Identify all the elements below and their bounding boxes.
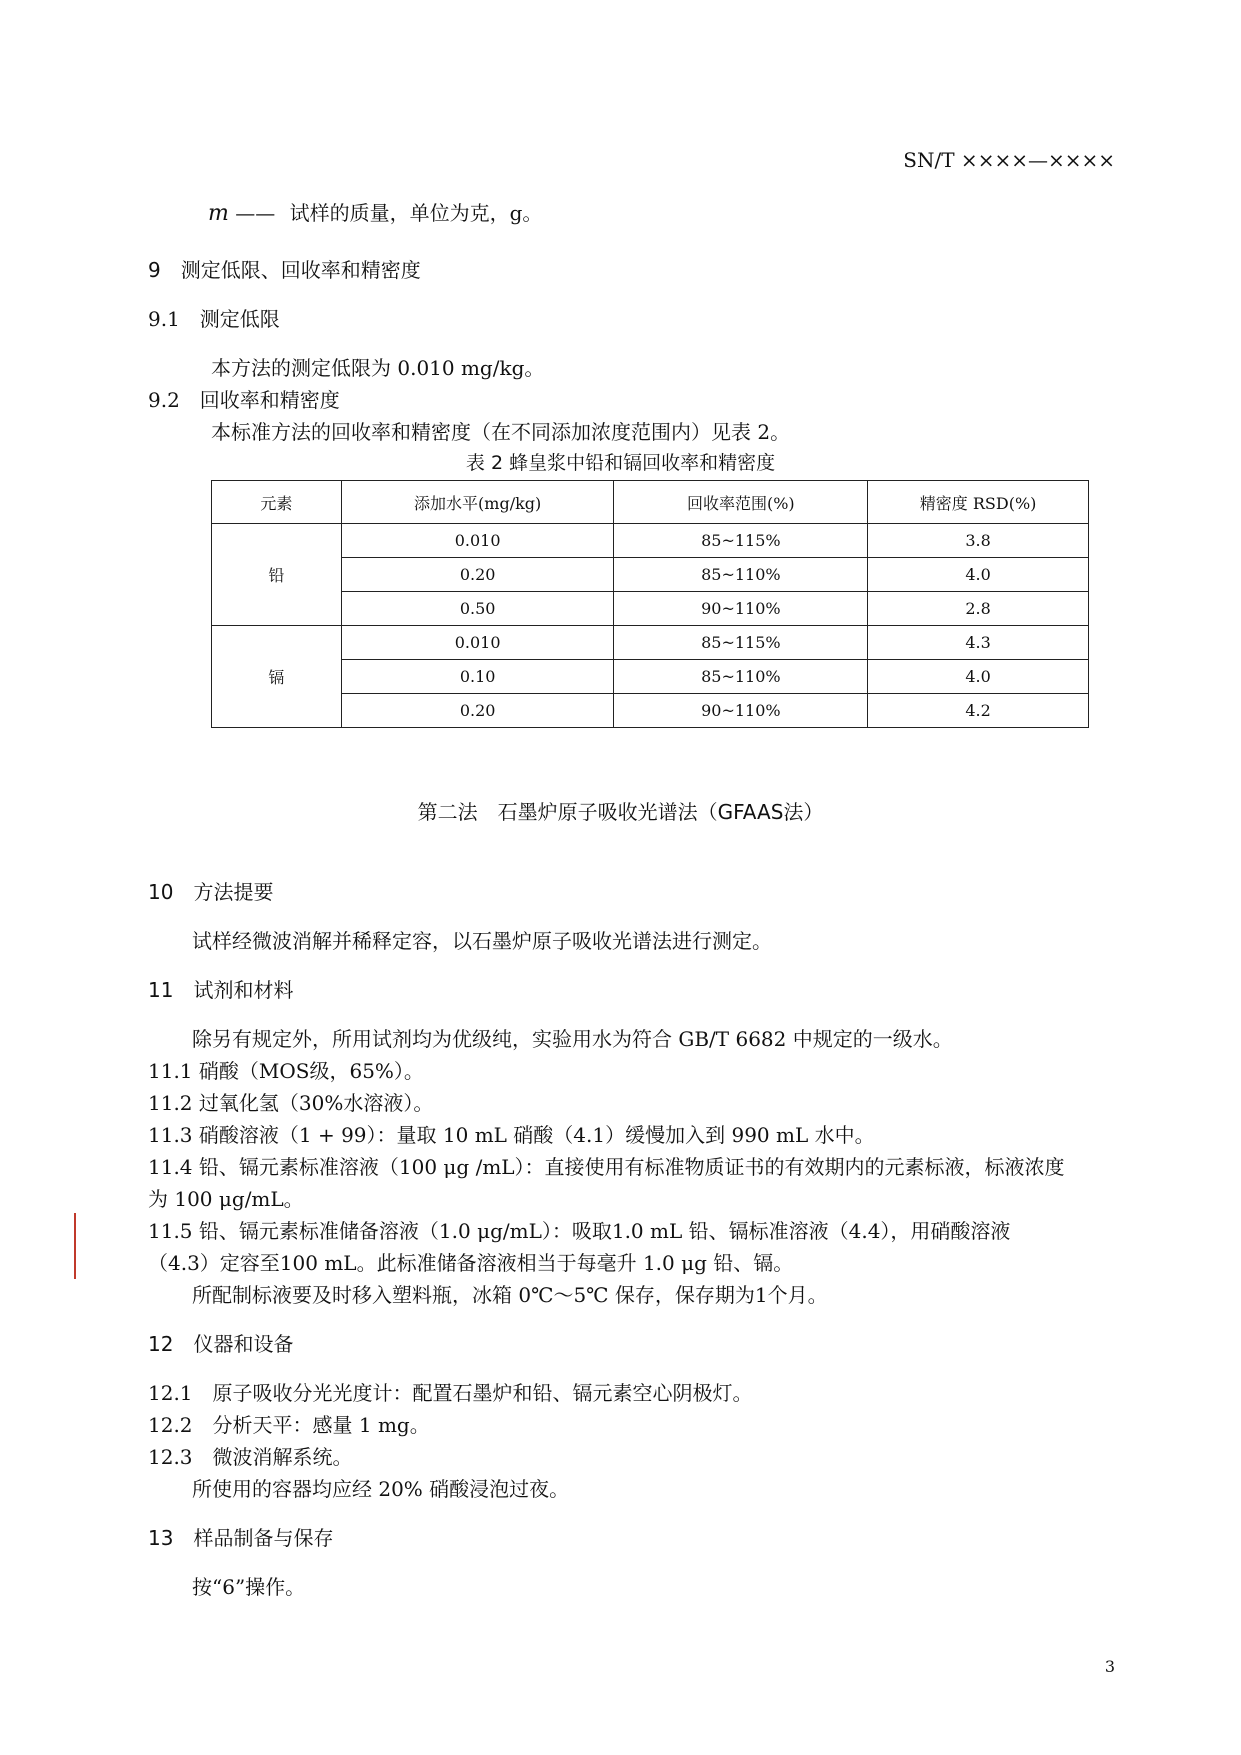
item-11-4-line2: 为 100 μg/mL。: [148, 1187, 304, 1211]
table-caption: 表 2 蜂皇浆中铅和镉回收率和精密度: [465, 452, 776, 474]
section-10-title: 10 方法提要: [148, 880, 274, 904]
section-9-1-text: 本方法的测定低限为 0.010 mg/kg。: [211, 356, 545, 380]
item-11-5-line2-part1: （4.3）定容至100 mL。此标准储备溶液相当于每毫升 1: [148, 1251, 656, 1275]
table-row: [212, 660, 1089, 694]
header-spike-level: 添加水平(mg/kg): [341, 481, 614, 524]
table-header-row: [212, 481, 1089, 524]
section-9-2-text: 本标准方法的回收率和精密度（在不同添加浓度范围内）见表 2。: [211, 420, 791, 444]
table-cell: 4.3: [868, 626, 1089, 660]
table-cell: 85~115%: [614, 626, 868, 660]
header-precision-rsd: 精密度 RSD(%): [868, 481, 1089, 524]
table-cell: 2.8: [868, 592, 1089, 626]
table-cell: 85~110%: [614, 558, 868, 592]
page-number: 3: [1104, 1657, 1115, 1676]
section-12-note: 所使用的容器均应经 20% 硝酸浸泡过夜。: [192, 1477, 570, 1501]
item-12-1: 12.1 原子吸收分光光度计：配置石墨炉和铅、镉元素空心阴极灯。: [148, 1381, 753, 1405]
item-12-2: 12.2 分析天平：感量 1 mg。: [148, 1413, 430, 1437]
table-cell: 0.50: [341, 592, 614, 626]
table-cell: 0.010: [341, 626, 614, 660]
table-cell: 0.10: [341, 660, 614, 694]
header-recovery-range: 回收率范围(%): [614, 481, 868, 524]
table-row: [212, 558, 1089, 592]
table-cell: 90~110%: [614, 694, 868, 728]
table-row: [212, 592, 1089, 626]
table-row: [212, 524, 1089, 558]
item-12-3: 12.3 微波消解系统。: [148, 1445, 353, 1469]
section-9-title: 9 测定低限、回收率和精密度: [148, 258, 421, 282]
table-row: [212, 694, 1089, 728]
table-cell: 85~115%: [614, 524, 868, 558]
section-13-title: 13 样品制备与保存: [148, 1526, 334, 1550]
variable-definition: [208, 197, 542, 226]
method-2-title: 第二法 石墨炉原子吸收光谱法（GFAAS法）: [417, 800, 824, 824]
section-10-text: 试样经微波消解并稀释定容，以石墨炉原子吸收光谱法进行测定。: [192, 929, 772, 953]
table-cell: 4.0: [868, 558, 1089, 592]
variable-dash: ——: [235, 201, 276, 225]
item-11-5-line2-part2: .0 μg 铅、镉。: [655, 1251, 794, 1275]
section-9-1-title: 9.1 测定低限: [148, 307, 280, 331]
table-cell: 90~110%: [614, 592, 868, 626]
variable-text: 试样的质量，单位为克，g。: [289, 201, 543, 225]
item-11-5-line1-part2: .0 μg/mL）：吸取1: [451, 1219, 625, 1243]
item-11-5-note: 所配制标液要及时移入塑料瓶，冰箱 0℃～5℃ 保存，保存期为1个月。: [192, 1283, 828, 1307]
item-11-1: 11.1 硝酸（MOS级，65%）。: [148, 1059, 424, 1083]
table-cell: 3.8: [868, 524, 1089, 558]
standard-code-header: SN/T ××××—××××: [903, 148, 1115, 172]
table-cell: 4.2: [868, 694, 1089, 728]
item-11-5-line2: [148, 1247, 793, 1276]
table-cell: 0.20: [341, 694, 614, 728]
header-element: 元素: [212, 481, 342, 524]
item-11-5-line1: [148, 1215, 1010, 1244]
table-cell: 0.010: [341, 524, 614, 558]
item-11-5-line1-part1: 11.5 铅、镉元素标准储备溶液（1: [148, 1219, 452, 1243]
section-11-title: 11 试剂和材料: [148, 978, 294, 1002]
table-row: [212, 626, 1089, 660]
revision-bar: [74, 1213, 76, 1279]
element-cell-lead: 铅: [212, 524, 342, 626]
section-13-text: 按“6”操作。: [192, 1575, 306, 1599]
item-11-5-line1-part3: .0 mL 铅、镉标准溶液（4.4），用硝酸溶液: [624, 1219, 1011, 1243]
table-cell: 4.0: [868, 660, 1089, 694]
item-11-4-line1: 11.4 铅、镉元素标准溶液（100 μg /mL）：直接使用有标准物质证书的有效期内的元素标液，标液浓度: [148, 1155, 1065, 1179]
item-11-2: 11.2 过氧化氢（30%水溶液）。: [148, 1091, 434, 1115]
item-11-3: 11.3 硝酸溶液（1 + 99）：量取 10 mL 硝酸（4.1）缓慢加入到 990 mL 水中。: [148, 1123, 875, 1147]
recovery-precision-table: [211, 480, 1089, 728]
table-cell: 85~110%: [614, 660, 868, 694]
element-cell-cadmium: 镉: [212, 626, 342, 728]
section-12-title: 12 仪器和设备: [148, 1332, 294, 1356]
variable-symbol: m: [208, 201, 229, 226]
section-9-2-title: 9.2 回收率和精密度: [148, 388, 340, 412]
table-cell: 0.20: [341, 558, 614, 592]
section-11-intro: 除另有规定外，所用试剂均为优级纯，实验用水为符合 GB/T 6682 中规定的一级水。: [192, 1027, 953, 1051]
